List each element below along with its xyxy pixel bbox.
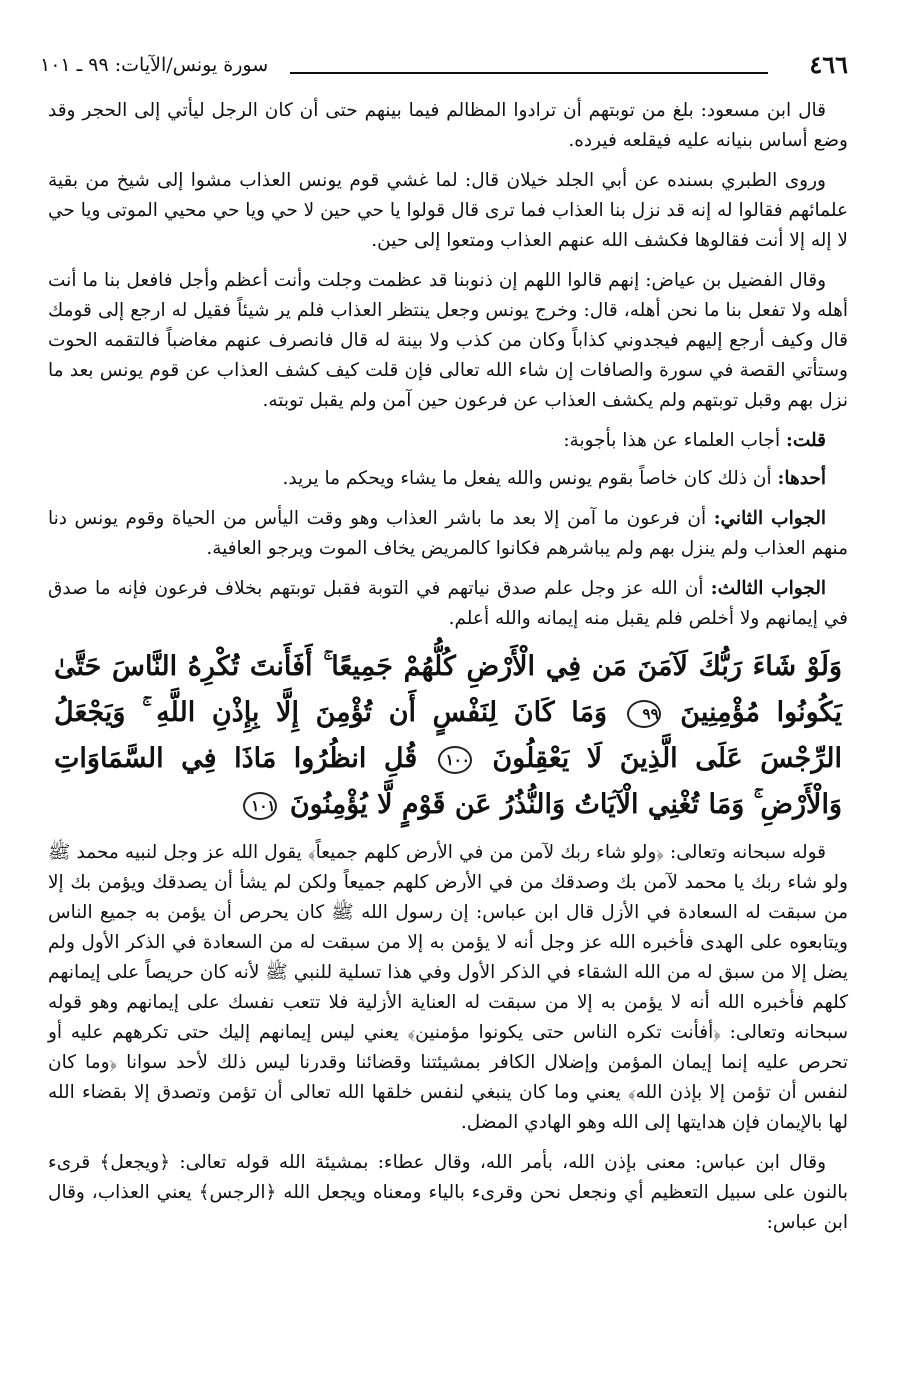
paragraph-answer-one	[48, 464, 848, 494]
answer-three-term: الجواب الثالث:	[710, 578, 827, 599]
paragraph-answer-three	[48, 574, 848, 634]
paragraph-qultu	[48, 426, 848, 456]
verse-100: وَمَا كَانَ لِنَفْسٍ أَن تُؤْمِنَ إِلَّا بِإِذْنِ اللَّهِ ۚ وَيَجْعَلُ الرِّجْسَ عَلَى الَّذِينَ لَا يَعْقِلُونَ	[54, 697, 843, 774]
qultu-text: أجاب العلماء عن هذا بأجوبة:	[563, 430, 781, 451]
verse-101: قُلِ انظُرُوا مَاذَا فِي السَّمَاوَاتِ وَالْأَرْضِ ۚ وَمَا تُغْنِي الْآيَاتُ وَالنُّذُرُ عَن قَوْمٍ لَّا يُؤْمِنُونَ	[54, 743, 842, 820]
ayah-marker-101: ١٠١	[243, 792, 277, 820]
answer-two-text: أن فرعون ما آمن إلا بعد ما باشر العذاب وهو وقت اليأس من الحياة وقوم يونس دنا منهم العذاب ولم ينزل بهم ولم يباشرهم فكانوا كالمريض يخاف الموت ويرجو العافية.	[48, 508, 848, 559]
answer-two-term: الجواب الثاني:	[713, 508, 826, 529]
ayah-marker-100: ١٠٠	[438, 746, 472, 774]
paragraph-ibn-masud: قال ابن مسعود: بلغ من توبتهم أن ترادوا المظالم فيما بينهم حتى أن كان الرجل ليأتي إلى الحجر وقد وضع أساس بنيانه عليه فيقلعه فيرده.	[48, 100, 848, 151]
paragraph-ibn-abbas: وقال ابن عباس: معنى بإذن الله، بأمر الله، وقال عطاء: بمشيئة الله قوله تعالى: ﴿ويجعل﴾ قرىء بالنون على سبيل التعظيم أي ونجعل نحن وقرىء بالياء ومعناه ويجعل الله ﴿الرجس﴾ يعني العذاب، وقال ابن عباس:	[48, 1152, 848, 1233]
answer-one-text: أن ذلك كان خاصاً بقوم يونس والله يفعل ما يشاء ويحكم ما يريد.	[282, 468, 772, 489]
running-title: سورة يونس/الآيات: ٩٩ ـ ١٠١	[40, 54, 269, 76]
paragraph-tabari: وروى الطبري بسنده عن أبي الجلد خيلان قال: لما غشي قوم يونس العذاب مشوا إلى شيخ من بقية علمائهم فقالوا له إنه قد نزل بنا العذاب فما ترى قال قولوا يا حي حين لا حي ويا حي محيي الموتى ويا حي لا إله إلا أنت فقالوها فكشف الله عنهم العذاب ومتعوا إلى حين.	[48, 170, 848, 251]
quran-verses-block	[48, 644, 848, 828]
paragraph-tafsir-99: قوله سبحانه وتعالى: ﴿ولو شاء ربك لآمن من في الأرض كلهم جميعاً﴾ يقول الله عز وجل لنبيه محمد ﷺ ولو شاء ربك يا محمد لآمن بك وصدقك من في الأرض كلهم جميعاً ولكن لم يشأ أن يصدقك ويؤمن بك إلا من سبقت له السعادة في الأزل قال ابن عباس: إن رسول الله ﷺ كان يحرص أن يؤمن به جميع الناس ويتابعوه على الهدى فأخبره الله عز وجل أنه لا يؤمن به إلا من سبقت له من السعادة في الذكر الأول ولم يضل إلا من سبق له من الله الشقاء في الذكر الأول وفي هذا تسلية للنبي ﷺ لأنه كان حريصاً على إيمانهم كلهم فأخبره الله أنه لا يؤمن به إلا من سبقت له العناية الأزلية فلا تتعب نفسك على إيمانهم وهو قوله سبحانه وتعالى: ﴿أفأنت تكره الناس حتى يكونوا مؤمنين﴾ يعني ليس إيمانهم إليك حتى تكرههم عليه أو تحرص عليه إنما إيمان المؤمن وإضلال الكافر بمشيئتنا وقضائنا وقدرنا ليس ذلك لأحد سوانا ﴿وما كان لنفس أن تؤمن إلا بإذن الله﴾ يعني وما كان ينبغي لنفس خلقها الله تعالى أن تؤمن وتصدق إلا بقضاء الله لها بالإيمان فإن هدايتها إلى الله وهو الهادي المضل.	[48, 842, 848, 1133]
paragraph-answer-two	[48, 504, 848, 564]
answer-one-term: أحدها:	[777, 468, 826, 489]
paragraph-fudayl: وقال الفضيل بن عياض: إنهم قالوا اللهم إن ذنوبنا قد عظمت وجلت وأنت أعظم وأجل فافعل بنا ما أنت أهله ولا تفعل بنا ما نحن أهله، قال: وخرج يونس وجعل ينتظر العذاب فلم ير شيئاً فقيل له ارجع إلى قومك قال وكيف أرجع إليهم فيجدوني كذاباً وكان من كذب ولا بينة له قال فانصرف عنهم مغاضباً فالتقمه الحوت وستأتي القصة في سورة والصافات إن شاء الله تعالى فإن قلت كيف كشف العذاب عن قوم يونس بعد ما نزل بهم وقبل توبتهم ولم يكشف العذاب عن فرعون حين آمن ولم يقبل توبته.	[48, 270, 848, 411]
verse-99: وَلَوْ شَاءَ رَبُّكَ لَآمَنَ مَن فِي الْأَرْضِ كُلُّهُمْ جَمِيعًا ۚ أَفَأَنتَ تُكْرِهُ النَّاسَ حَتَّىٰ يَكُونُوا مُؤْمِنِينَ	[54, 651, 842, 728]
answer-three-text: أن الله عز وجل علم صدق نياتهم في التوبة فقبل توبتهم بخلاف فرعون فإنه ما صدق في إيمانهم ولا أخلص فلم يقبل منه إيمانه والله أعلم.	[48, 578, 848, 629]
page-header	[40, 46, 848, 86]
ayah-marker-99: ٩٩	[627, 700, 661, 728]
page-number: ٤٦٦	[809, 50, 848, 79]
qultu-term: قلت:	[786, 430, 826, 451]
header-rule	[290, 72, 768, 74]
page-body	[48, 96, 848, 1334]
